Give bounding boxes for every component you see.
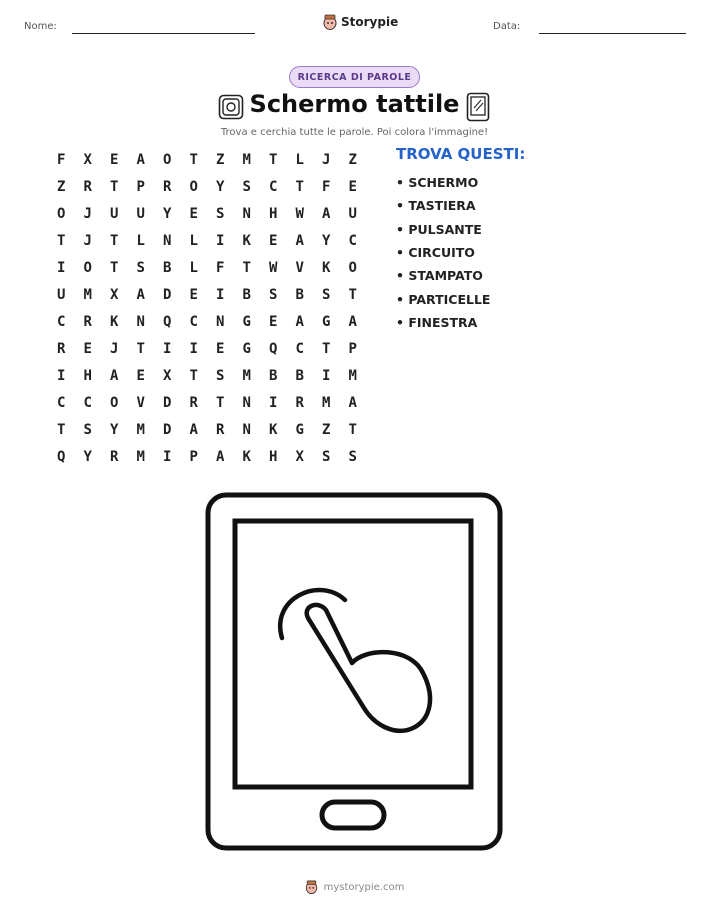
grid-letter[interactable]: F [57,151,66,168]
grid-letter[interactable]: B [295,367,304,384]
grid-letter[interactable]: J [83,205,92,222]
grid-letter[interactable]: T [295,178,304,195]
brand [323,14,398,30]
grid-letter[interactable]: Y [83,448,92,465]
grid-letter[interactable]: M [322,394,331,411]
word-list-item: • SCHERMO [396,175,479,191]
grid-letter[interactable]: E [269,232,278,249]
grid-letter[interactable]: S [322,448,331,465]
grid-letter[interactable]: R [216,421,225,438]
word-list-title: TROVA QUESTI: [396,145,526,163]
grid-letter[interactable]: E [136,367,145,384]
grid-letter[interactable]: T [57,421,66,438]
grid-letter[interactable]: A [189,421,198,438]
grid-letter[interactable]: K [242,232,251,249]
grid-letter[interactable]: E [189,286,198,303]
word-list-item: • PULSANTE [396,221,482,237]
grid-letter[interactable]: S [216,367,225,384]
grid-letter[interactable]: S [242,178,251,195]
grid-letter[interactable]: O [189,178,198,195]
grid-letter[interactable]: J [83,232,92,249]
grid-row [48,200,366,227]
grid-letter[interactable]: W [269,259,278,276]
grid-letter[interactable]: P [189,448,198,465]
grid-letter[interactable]: R [83,313,92,330]
word-list [396,171,490,334]
grid-letter[interactable]: T [216,394,225,411]
grid-letter[interactable]: Z [216,151,225,168]
grid-row [48,146,366,173]
tablet-touch-illustration [200,488,506,854]
grid-letter[interactable]: L [189,259,198,276]
grid-row [48,227,366,254]
grid-letter[interactable]: I [216,232,225,249]
grid-letter[interactable]: A [216,448,225,465]
grid-letter[interactable]: J [110,340,119,357]
grid-letter[interactable]: E [189,205,198,222]
grid-letter[interactable]: H [269,205,278,222]
grid-letter[interactable]: M [242,151,251,168]
grid-letter[interactable]: G [242,340,251,357]
grid-letter[interactable]: B [269,367,278,384]
footer-url[interactable]: mystorypie.com [323,881,405,893]
grid-letter[interactable]: B [295,286,304,303]
grid-letter[interactable]: P [348,340,357,357]
grid-letter[interactable]: T [57,232,66,249]
brand-name: Storypie [341,15,399,29]
grid-letter[interactable]: D [163,286,172,303]
grid-letter[interactable]: F [216,259,225,276]
grid-letter[interactable]: C [57,394,66,411]
grid-letter[interactable]: R [110,448,119,465]
grid-row [48,389,366,416]
grid-letter[interactable]: H [83,367,92,384]
grid-letter[interactable]: E [110,151,119,168]
grid-letter[interactable]: J [322,151,331,168]
grid-letter[interactable]: M [136,421,145,438]
grid-letter[interactable]: Q [57,448,66,465]
grid-letter[interactable]: Y [110,421,119,438]
grid-row [48,335,366,362]
grid-letter[interactable]: C [83,394,92,411]
screen-icon [466,92,490,122]
grid-letter[interactable]: M [83,286,92,303]
grid-letter[interactable]: V [136,394,145,411]
grid-letter[interactable]: A [295,232,304,249]
grid-row [48,308,366,335]
grid-letter[interactable]: U [57,286,66,303]
grid-letter[interactable]: T [348,286,357,303]
circle-button-icon [218,94,244,120]
instructions: Trova e cerchia tutte le parole. Poi colora l'immagine! [220,127,489,138]
grid-row [48,416,366,443]
grid-letter[interactable]: A [136,286,145,303]
grid-letter[interactable]: Q [269,340,278,357]
grid-letter[interactable]: U [136,205,145,222]
grid-letter[interactable]: M [242,367,251,384]
storypie-mascot-icon [323,14,337,30]
grid-letter[interactable]: D [163,394,172,411]
grid-letter[interactable]: D [163,421,172,438]
grid-letter[interactable]: S [348,448,357,465]
grid-letter[interactable]: I [57,259,66,276]
grid-letter[interactable]: C [189,313,198,330]
grid-letter[interactable]: S [136,259,145,276]
grid-letter[interactable]: A [348,313,357,330]
grid-letter[interactable]: N [136,313,145,330]
grid-letter[interactable]: R [295,394,304,411]
grid-letter[interactable]: I [322,367,331,384]
grid-letter[interactable]: A [136,151,145,168]
grid-letter[interactable]: T [110,259,119,276]
grid-letter[interactable]: Q [163,313,172,330]
grid-letter[interactable]: I [216,286,225,303]
grid-letter[interactable]: O [163,151,172,168]
grid-letter[interactable]: T [110,178,119,195]
page-title [0,90,709,118]
grid-letter[interactable]: T [322,340,331,357]
grid-letter[interactable]: A [295,313,304,330]
grid-letter[interactable]: I [57,367,66,384]
grid-letter[interactable]: L [136,232,145,249]
grid-letter[interactable]: S [322,286,331,303]
grid-letter[interactable]: X [295,448,304,465]
grid-letter[interactable]: U [110,205,119,222]
grid-letter[interactable]: I [269,394,278,411]
grid-letter[interactable]: T [269,151,278,168]
word-list-item: • CIRCUITO [396,245,475,261]
grid-row [48,443,366,470]
grid-letter[interactable]: T [189,367,198,384]
grid-letter[interactable]: G [295,421,304,438]
date-line[interactable] [539,33,686,34]
grid-letter[interactable]: G [322,313,331,330]
activity-badge: RICERCA DI PAROLE [289,66,420,88]
grid-letter[interactable]: B [163,259,172,276]
grid-letter[interactable]: L [295,151,304,168]
grid-letter[interactable]: I [189,340,198,357]
grid-letter[interactable]: X [83,151,92,168]
grid-letter[interactable]: S [216,205,225,222]
grid-letter[interactable]: I [163,448,172,465]
grid-letter[interactable]: N [216,313,225,330]
grid-letter[interactable]: U [348,205,357,222]
date-label: Data: [493,21,521,32]
grid-letter[interactable]: Y [216,178,225,195]
grid-letter[interactable]: C [295,340,304,357]
grid-letter[interactable]: O [110,394,119,411]
grid-letter[interactable]: S [269,286,278,303]
grid-letter[interactable]: E [348,178,357,195]
grid-letter[interactable]: T [110,232,119,249]
grid-letter[interactable]: N [242,205,251,222]
grid-letter[interactable]: L [189,232,198,249]
grid-letter[interactable]: E [83,340,92,357]
grid-letter[interactable]: F [322,178,331,195]
word-list-item: • FINESTRA [396,314,478,330]
grid-letter[interactable]: T [348,421,357,438]
grid-letter[interactable]: C [269,178,278,195]
grid-row [48,173,366,200]
grid-letter[interactable]: Y [322,232,331,249]
grid-row [48,281,366,308]
grid-letter[interactable]: M [136,448,145,465]
grid-row [48,362,366,389]
grid-letter[interactable]: R [57,340,66,357]
grid-letter[interactable]: T [189,151,198,168]
grid-letter[interactable]: Y [163,205,172,222]
grid-letter[interactable]: E [216,340,225,357]
grid-letter[interactable]: A [110,367,119,384]
grid-letter[interactable]: K [322,259,331,276]
grid-letter[interactable]: I [163,340,172,357]
grid-letter[interactable]: A [322,205,331,222]
word-search-grid [48,146,366,470]
grid-letter[interactable]: Z [348,151,357,168]
name-line[interactable] [72,33,255,34]
grid-letter[interactable]: A [348,394,357,411]
grid-letter[interactable]: C [57,313,66,330]
grid-letter[interactable]: X [163,367,172,384]
grid-letter[interactable]: G [242,313,251,330]
word-list-item: • STAMPATO [396,268,483,284]
grid-letter[interactable]: T [242,259,251,276]
word-list-item: • TASTIERA [396,198,476,214]
grid-letter[interactable]: N [242,394,251,411]
grid-letter[interactable]: P [136,178,145,195]
name-label: Nome: [24,21,57,32]
grid-letter[interactable]: K [269,421,278,438]
grid-letter[interactable]: O [57,205,66,222]
grid-letter[interactable]: V [295,259,304,276]
word-list-item: • PARTICELLE [396,291,491,307]
grid-letter[interactable]: E [269,313,278,330]
grid-letter[interactable]: C [348,232,357,249]
grid-letter[interactable]: M [348,367,357,384]
grid-letter[interactable]: B [242,286,251,303]
grid-letter[interactable]: R [189,394,198,411]
grid-letter[interactable]: N [163,232,172,249]
grid-letter[interactable]: W [295,205,304,222]
grid-letter[interactable]: O [83,259,92,276]
grid-letter[interactable]: K [110,313,119,330]
grid-letter[interactable]: N [242,421,251,438]
grid-row [48,254,366,281]
grid-letter[interactable]: O [348,259,357,276]
grid-letter[interactable]: X [110,286,119,303]
grid-letter[interactable]: S [83,421,92,438]
grid-letter[interactable]: R [163,178,172,195]
grid-letter[interactable]: H [269,448,278,465]
grid-letter[interactable]: R [83,178,92,195]
title-text: Schermo tattile [249,90,460,118]
grid-letter[interactable]: Z [322,421,331,438]
grid-letter[interactable]: K [242,448,251,465]
footer [0,880,709,894]
storypie-mascot-icon [305,880,318,894]
grid-letter[interactable]: Z [57,178,66,195]
grid-letter[interactable]: T [136,340,145,357]
